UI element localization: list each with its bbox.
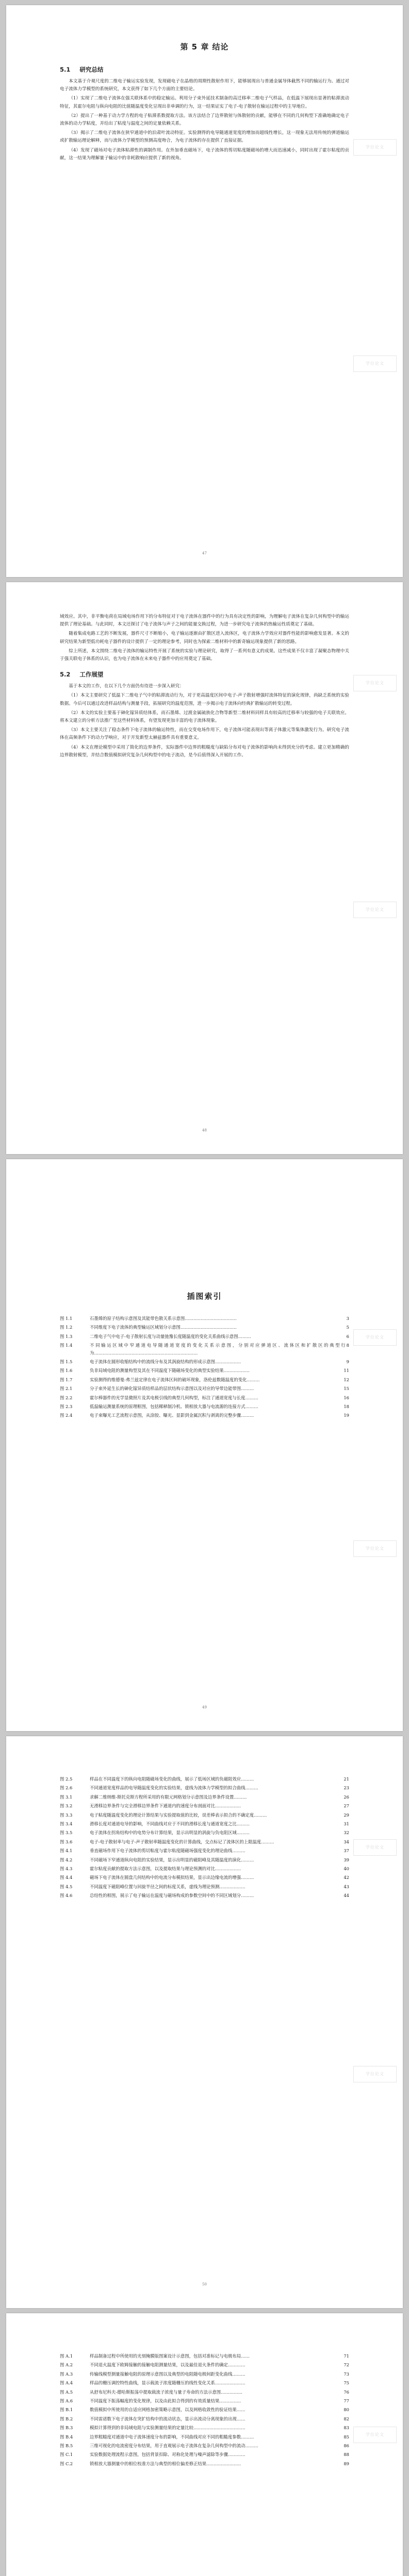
outlook-item: （4）本文在理论模型中采用了简化的边界条件，实际器件中边界的粗糙度与缺陷分布对电子流体的影响尚未得到充分的考虑。建立更加精确的边界散射模型，并结合数值模拟研究复杂几何构型中的电子流动，是今后值得深入开展的工作。 [60,744,349,758]
figure-caption: 模拟计算得到的非局域电阻与实验测量结果的定量比较……………………………… [90,2425,246,2431]
figure-entry[interactable] [60,1856,349,1863]
figure-caption: 电子流体在拐角结构中的电势分布计算结果，显示出明显的涡旋与负电阻区域……… [90,1830,250,1836]
figure-entry[interactable] [60,1394,349,1401]
watermark: 学位论文 [353,2066,397,2082]
watermark: 学位论文 [353,355,397,372]
figure-caption: 样品的栅压调控特性曲线，显示载流子浓度随栅压的线性变化关系………………… [90,2380,246,2386]
figure-number: 图 4.2 [60,1857,73,1862]
figure-page: 32 [343,1830,349,1836]
figure-entry[interactable] [60,1315,349,1322]
figure-caption: 霍尔粘度贡献的提取方法示意图，以及提取结果与理论预测的对比……………… [90,1866,241,1872]
figure-page: 16 [343,1395,349,1400]
figure-page: 31 [343,1821,349,1827]
figure-caption: 石墨烯的原子结构示意图及其能带色散关系示意图……………………………… [90,1316,237,1321]
figure-number: 图 4.5 [60,1884,73,1889]
figure-caption: 不同输运区域中窄通道电导随通道宽度的变化关系示意图，分别对应弹道区、流体区和扩散区的典型行为……………………………………………………………… [90,1343,346,1355]
figure-page: 23 [343,1785,349,1791]
figure-page: 83 [343,2425,349,2431]
figure-entry[interactable] [60,2379,349,2386]
figure-page: 82 [343,2416,349,2421]
figure-caption: 实验测得的维德曼-弗兰兹定律在电子流体区间的破坏现象，洛伦兹数随温度的变化……… [90,1377,260,1382]
page-number: 47 [202,551,207,555]
figure-number: 图 1.6 [60,1368,73,1374]
figure-caption: 样品制备过程中所使用的光刻掩膜版图案设计示意图，包括对准标记与电极布局…… [90,2353,250,2359]
figure-number: 图 A.3 [60,2371,73,2377]
paragraph: 本文基于介观尺度的二维电子输运实验发现，发现磁电子在晶格的周期性散射作用下，能够展现出与普通金属导体截然不同的输运行为。通过对电子流体力学模型的系统研究，本文获得了如下几个方面的主要结论。 [60,79,349,92]
figure-number: 图 B.1 [60,2407,73,2413]
figure-caption: 从舒布尼科夫-德哈斯振荡中提取载流子浓度与量子寿命的方法示意图…………… [90,2389,242,2395]
figure-entry[interactable] [60,2442,349,2449]
paragraph: 随着集成电路工艺的不断发展，器件尺寸不断缩小，电子输运逐渐由扩散区进入流体区，电子流体力学效应对器件性能的影响愈发显著。本文的研究结果为新型低功耗电子器件的设计提供了一定的理论参考，同时也为探索二维材料中的新奇输运现象提供了新的思路。 [60,631,349,645]
outlook-item: （3）本文主要关注了稳态条件下电子流体的输运特性，而在交变电场作用下，电子流体可能表现出等离子体激元等集体激发行为。研究电子流体在高频条件下的动力学响应，对于开发新型太赫兹器件具有重要意义。 [60,727,349,741]
figure-number: 图 3.6 [60,1839,73,1844]
figure-number: 图 2.2 [60,1395,73,1400]
page-number: 49 [202,1705,207,1709]
figure-entry[interactable] [60,2415,349,2422]
figure-entry[interactable] [60,1324,349,1331]
watermark: 学位论文 [353,902,397,918]
figure-number: 图 4.1 [60,1848,73,1854]
figure-caption: 样品在不同温度下的纵向电阻随磁场变化的曲线，展示了低场区域的负磁阻效应……… [90,1776,254,1782]
figure-caption: 电子流体在圆形收缩结构中的流线分布及其涡旋结构的形成示意图……………… [90,1359,241,1365]
figure-entry[interactable] [60,2352,349,2360]
figure-entry[interactable] [60,1784,349,1791]
figure-page: 77 [343,2398,349,2404]
figure-entry[interactable] [60,2361,349,2368]
figure-number: 图 B.2 [60,2416,73,2421]
watermark: 学位论文 [353,139,397,156]
figure-page: 11 [343,1368,349,1374]
figure-number: 图 1.2 [60,1325,73,1330]
section-heading [60,670,349,679]
figure-page: 15 [343,1386,349,1392]
page-2 [6,582,403,1154]
paragraph: （2）提出了一种基于动力学方程的电子粘滞系数提取方法。该方法结合了边界散射与体散射的贡献，能够在不同的几何构型下准确地确定电子流体的动力学粘度，并给出了粘度与温度之间的定量依赖关系。 [60,113,349,127]
figure-caption: 边界粗糙度对通道中电子流体速度分布的影响，不同曲线对应不同的粗糙度参数……… [90,2434,254,2439]
outlook-item: （2）本文的实验主要基于砷化镓异质结体系，而石墨烯、过渡金属硫族化合物等新型二维材料同样具有较高的迁移率与较强的电子关联效应。将本文建立的分析方法推广至这些材料体系，有望发现更加丰富的电子流体现象。 [60,710,349,724]
figure-page: 75 [343,2380,349,2386]
page-number: 48 [202,1128,207,1132]
figure-number: 图 C.2 [60,2461,73,2466]
figure-caption: 负非局域电阻的测量构型及其在不同温度下随磁场变化的典型实验结果……………… [90,1368,250,1374]
figure-page: 71 [343,2353,349,2359]
figure-number: 图 4.6 [60,1893,73,1899]
figure-page: 39 [343,1857,349,1862]
figure-entry[interactable] [60,1874,349,1881]
figure-caption: 传输线模型测量接触电阻的原理示意图以及典型的电阻随电极间距变化曲线……… [90,2371,246,2377]
figure-caption: 不同通道宽度样品的电导随温度变化的实验结果，虚线为流体力学模型的拟合曲线……… [90,1785,258,1791]
figure-entry[interactable] [60,1802,349,1809]
figure-number: 图 C.1 [60,2452,73,2458]
figure-number: 图 1.7 [60,1377,73,1382]
figure-page: 5 [346,1325,349,1330]
figure-entry[interactable] [60,2406,349,2413]
figure-number: 图 2.5 [60,1776,73,1782]
figure-entry[interactable] [60,1883,349,1890]
paragraph: （4）发现了磁场对电子流体粘滞性的调制作用。在外加垂直磁场下，电子流体的剪切粘度随磁场的增大而迅速减小，同时出现了霍尔粘度的贡献，这一结果为理解量子输运中的非耗散响应提供了新的视角。 [60,147,349,161]
watermark: 学位论文 [353,675,397,691]
page-4 [6,1736,403,2308]
watermark: 学位论文 [353,1329,397,1346]
figure-number: 图 1.3 [60,1333,73,1339]
figure-page: 19 [343,1413,349,1418]
figure-page: 76 [343,2389,349,2395]
figure-caption: 垂直磁场作用下电子流体的剪切粘度与霍尔粘度随磁场强度变化的理论曲线……… [90,1848,246,1854]
figure-entry[interactable] [60,2433,349,2441]
paragraph: （1）实现了二维电子流体在强关联体系中的稳定输运。利用分子束外延技术制备的高迁移率二维电子气样品，在低温下展现出显著的粘滞流动特征，其霍尔电阻与纵向电阻的比值随温度变化呈现出非单调的行为，这一结果证实了电子-电子散射在输运过程中的主导地位。 [60,96,349,109]
figure-caption: 不同温度下磁阻峰位置与回旋半径之间的标度关系，虚线为理论预测……………… [90,1884,246,1889]
figure-entry[interactable] [60,1838,349,1845]
figure-caption: 不同温度下振荡幅度的变化规律，以及由此拟合得到的有效质量结果…………… [90,2398,241,2404]
figure-entry[interactable] [60,1820,349,1827]
figure-list [60,2352,349,2467]
figure-number: 图 A.4 [60,2380,73,2386]
figure-number: 图 A.2 [60,2362,73,2368]
watermark: 学位论文 [353,1839,397,1856]
figure-entry[interactable] [60,1829,349,1836]
figure-caption: 磁场下电子流体在圆盘几何结构中的电流分布模拟结果，显示出边缘电流的增强……… [90,1875,254,1880]
figure-number: 图 B.5 [60,2443,73,2449]
figure-caption: 电子粘度随温度变化的理论计算结果与实验提取值的比较，误差棒表示拟合的不确定度……… [90,1812,267,1818]
figure-entry[interactable] [60,2397,349,2404]
figure-number: 图 A.1 [60,2353,73,2359]
figure-caption: 无滑移边界条件与完全滑移边界条件下通道内的速度分布剖面对比……………… [90,1803,241,1809]
figure-page: 6 [346,1333,349,1339]
figure-page: 26 [343,1794,349,1800]
figure-number: 图 3.2 [60,1803,73,1809]
section-number: 5.2 [60,671,71,679]
figure-caption: 锁相放大器测量中的相位校准方法与典型的相位偏差修正结果…………………… [90,2461,241,2466]
figure-caption: 滑移长度对通道电导的影响，不同曲线对应于不同的滑移长度与通道宽度之比……… [90,1821,250,1827]
figure-number: 图 B.3 [60,2425,73,2431]
figure-entry[interactable] [60,1367,349,1374]
figure-caption: 不同退火温度下欧姆接触的接触电阻测量结果，以及最佳退火条件的确定………… [90,2362,246,2368]
figure-entry[interactable] [60,1793,349,1801]
figure-caption: 总结性的相图，展示了电子输运在温度与磁场构成的参数空间中的不同区域划分……… [90,1893,254,1899]
figure-entry[interactable] [60,1847,349,1854]
paragraph: 基于本文的工作，在以下几个方面仍有待进一步深入研究： [69,684,184,689]
figure-entry[interactable] [60,1403,349,1410]
figure-page: 3 [346,1316,349,1321]
figure-caption: 不同雷诺数下电子流体在突扩结构中的流动状态，显示出流动分离现象的出现…… [90,2416,246,2421]
figure-entry[interactable] [60,1865,349,1872]
figure-number: 图 4.4 [60,1875,73,1880]
figure-page: 88 [343,2452,349,2458]
figure-number: 图 1.5 [60,1359,73,1365]
paragraph: 域效应。其中，非平衡电荷在局域电场作用下的分布特征对于电子流体在器件中的行为具有决定性的影响，为理解电子流体在复杂几何构型中的输运提供了理论基础。与此同时，本文还探讨了电子流体与声子之间的能量交换过程，为进一步研究电子流体的热输运性质奠定了基础。 [60,614,349,628]
figure-page: 37 [343,1848,349,1854]
figure-page: 89 [343,2461,349,2466]
figure-entry[interactable] [60,1358,349,1365]
figure-page: 8 [346,1343,349,1348]
figure-caption: 三维可视化的电流密度分布结果，用于直观展示电子流体在复杂几何构型中的流动……… [90,2443,258,2449]
figure-entry[interactable] [60,1385,349,1392]
watermark: 学位论文 [353,1540,397,1557]
section-title: 研究总结 [79,66,104,73]
figure-page: 42 [343,1875,349,1880]
chapter-title: 第 5 章 结论 [180,42,229,52]
figure-number: 图 B.4 [60,2434,73,2439]
figure-number: 图 1.1 [60,1316,73,1321]
figure-number: 图 2.1 [60,1386,73,1392]
figure-page: 40 [343,1866,349,1872]
figure-number: 图 3.5 [60,1830,73,1836]
figure-list [60,1315,349,1419]
section-heading [60,65,349,74]
figure-index-title: 插图索引 [187,1292,222,1301]
page-1 [6,5,403,577]
figure-caption: 分子束外延生长的砷化镓异质结样品的层状结构示意图以及对应的导带边能带图……… [90,1386,254,1392]
figure-page: 44 [343,1893,349,1899]
section-number: 5.1 [60,66,71,73]
figure-number: 图 A.6 [60,2398,73,2404]
figure-list [60,1775,349,1900]
figure-entry[interactable] [60,2424,349,2431]
figure-entry[interactable] [60,2370,349,2378]
figure-entry[interactable] [60,2388,349,2396]
figure-entry[interactable] [60,1333,349,1340]
figure-page: 85 [343,2434,349,2439]
figure-page: 73 [343,2371,349,2377]
figure-number: 图 1.4 [60,1343,73,1348]
figure-caption: 电子-电子散射率与电子-声子散射率随温度变化的计算曲线，交点标记了流体区的上限温度……… [90,1839,274,1844]
paragraph: （3）揭示了二维电子流体在狭窄通道中的泊肃叶流动特征。实验测得的电导随通道宽度的增加而超线性增长，这一现象无法用传统的弹道输运或扩散输运理论解释，而与流体力学模型的预测高度吻合，为电子流体的存在提供了直接证据。 [60,130,349,144]
figure-number: 图 4.3 [60,1866,73,1872]
figure-page: 80 [343,2407,349,2413]
paragraph: 综上所述，本文围绕二维电子流体的输运特性开展了系统的实验与理论研究，取得了一系列有意义的成果。这些成果不仅丰富了凝聚态物理中关于强关联电子体系的认识，也为电子流体在未来电子器件中的应用奠定了基础。 [60,648,349,662]
figure-caption: 二维电子气中电子-电子散射长度与动量弛豫长度随温度的变化关系曲线示意图……… [90,1333,251,1339]
figure-caption: 不同维度下电子流体的典型输运区域划分示意图………………………………… [90,1325,237,1330]
figure-page: 21 [343,1776,349,1782]
figure-caption: 霍尔棒器件的光学显微照片及其电极引线的典型几何构型，标注了通道宽度与长度……… [90,1395,258,1400]
figure-number: 图 3.1 [60,1794,73,1800]
figure-caption: 实验数据处理流程示意图，包括背景扣除、对称化处理与噪声滤除等步骤………… [90,2452,246,2458]
figure-entry[interactable] [60,1376,349,1383]
figure-caption: 数值模拟中所使用的自适应网格加密策略示意图，以及网格收敛性的验证结果…… [90,2407,246,2413]
figure-caption: 求解二维纳维-斯托克斯方程所采用的有限元网格划分示意图及边界条件设置……… [90,1794,247,1800]
figure-page: 27 [343,1803,349,1809]
figure-caption: 电子束曝光工艺流程示意图，从涂胶、曝光、显影到金属沉积与剥离的完整步骤……… [90,1413,254,1418]
figure-number: 图 2.3 [60,1404,73,1410]
page-3 [6,1159,403,1731]
figure-page: 72 [343,2362,349,2368]
figure-number: 图 A.5 [60,2389,73,2395]
figure-caption: 不同磁场下窄通道纵向电阻的实验结果，显示出明显的磁阻峰及其随温度的演化……… [90,1857,254,1862]
figure-caption: 低温输运测量系统的原理框图，包括稀释制冷机、锁相放大器与电流源的连接方式……… [90,1404,258,1410]
watermark: 学位论文 [353,2427,397,2443]
figure-number: 图 3.4 [60,1821,73,1827]
figure-page: 29 [343,1812,349,1818]
figure-entry[interactable] [60,1412,349,1419]
figure-entry[interactable] [60,1775,349,1783]
outlook-item: （1）本文主要研究了低温下二维电子气中的粘滞流动行为，对于更高温度区间中电子-声子散射增强时流体特征的演化规律，尚缺乏系统的实验数据。今后可以通过改进样品结构与测量手段，拓展研究的温度范围，进一步揭示电子流体向经典扩散输运的转变过程。 [60,693,349,706]
figure-page: 12 [343,1377,349,1382]
figure-entry[interactable] [60,1892,349,1899]
figure-entry[interactable] [60,1342,349,1357]
figure-number: 图 2.4 [60,1413,73,1418]
figure-page: 86 [343,2443,349,2449]
figure-page: 34 [343,1839,349,1844]
figure-entry[interactable] [60,1811,349,1819]
page-number: 50 [202,2282,207,2286]
page-5 [6,2313,403,2576]
figure-page: 43 [343,1884,349,1889]
figure-number: 图 2.6 [60,1785,73,1791]
section-title: 工作展望 [79,671,104,679]
figure-page: 18 [343,1404,349,1410]
figure-entry[interactable] [60,2451,349,2458]
figure-entry[interactable] [60,2460,349,2467]
figure-page: 9 [346,1359,349,1365]
figure-number: 图 3.3 [60,1812,73,1818]
